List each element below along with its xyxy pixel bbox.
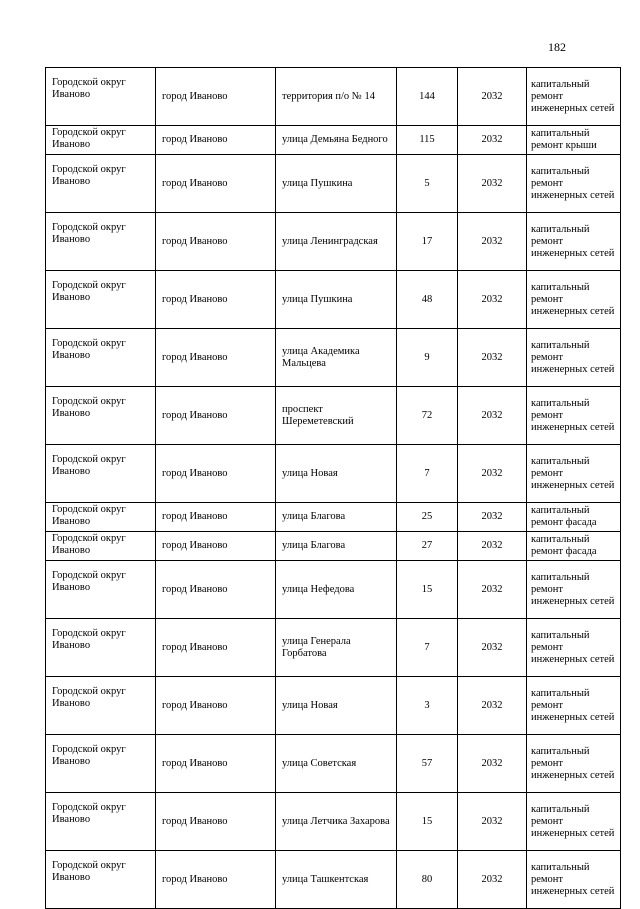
cell-street: проспект Шереметевский bbox=[276, 387, 397, 445]
table-row bbox=[46, 851, 621, 909]
cell-settlement: город Иваново bbox=[156, 561, 276, 619]
cell-municipality: Городской округ Иваново bbox=[46, 619, 156, 677]
table-body bbox=[46, 68, 621, 909]
table-row bbox=[46, 561, 621, 619]
cell-house-number: 25 bbox=[397, 503, 458, 532]
table-row bbox=[46, 619, 621, 677]
cell-work-type: капитальный ремонт инженерных сетей bbox=[527, 445, 621, 503]
cell-municipality: Городской округ Иваново bbox=[46, 213, 156, 271]
cell-settlement: город Иваново bbox=[156, 619, 276, 677]
cell-work-type: капитальный ремонт инженерных сетей bbox=[527, 677, 621, 735]
table-row bbox=[46, 735, 621, 793]
cell-street: территория п/о № 14 bbox=[276, 68, 397, 126]
cell-work-type: капитальный ремонт фасада bbox=[527, 532, 621, 561]
cell-year: 2032 bbox=[458, 619, 527, 677]
cell-settlement: город Иваново bbox=[156, 677, 276, 735]
cell-work-type: капитальный ремонт инженерных сетей bbox=[527, 387, 621, 445]
cell-street: улица Ленинградская bbox=[276, 213, 397, 271]
table-row bbox=[46, 677, 621, 735]
cell-municipality: Городской округ Иваново bbox=[46, 387, 156, 445]
cell-work-type: капитальный ремонт инженерных сетей bbox=[527, 155, 621, 213]
cell-settlement: город Иваново bbox=[156, 735, 276, 793]
cell-municipality: Городской округ Иваново bbox=[46, 677, 156, 735]
cell-work-type: капитальный ремонт инженерных сетей bbox=[527, 213, 621, 271]
cell-house-number: 57 bbox=[397, 735, 458, 793]
cell-municipality: Городской округ Иваново bbox=[46, 126, 156, 155]
cell-work-type: капитальный ремонт инженерных сетей bbox=[527, 851, 621, 909]
cell-settlement: город Иваново bbox=[156, 387, 276, 445]
cell-house-number: 115 bbox=[397, 126, 458, 155]
cell-house-number: 27 bbox=[397, 532, 458, 561]
table-row bbox=[46, 68, 621, 126]
cell-street: улица Демьяна Бедного bbox=[276, 126, 397, 155]
cell-street: улица Пушкина bbox=[276, 271, 397, 329]
cell-municipality: Городской округ Иваново bbox=[46, 68, 156, 126]
cell-house-number: 7 bbox=[397, 445, 458, 503]
cell-settlement: город Иваново bbox=[156, 213, 276, 271]
cell-settlement: город Иваново bbox=[156, 503, 276, 532]
cell-settlement: город Иваново bbox=[156, 68, 276, 126]
cell-work-type: капитальный ремонт инженерных сетей bbox=[527, 271, 621, 329]
cell-street: улица Нефедова bbox=[276, 561, 397, 619]
cell-municipality: Городской округ Иваново bbox=[46, 271, 156, 329]
cell-municipality: Городской округ Иваново bbox=[46, 793, 156, 851]
cell-year: 2032 bbox=[458, 561, 527, 619]
cell-street: улица Ташкентская bbox=[276, 851, 397, 909]
cell-municipality: Городской округ Иваново bbox=[46, 155, 156, 213]
cell-municipality: Городской округ Иваново bbox=[46, 503, 156, 532]
cell-year: 2032 bbox=[458, 329, 527, 387]
cell-year: 2032 bbox=[458, 155, 527, 213]
table-row bbox=[46, 445, 621, 503]
cell-work-type: капитальный ремонт инженерных сетей bbox=[527, 329, 621, 387]
table-row bbox=[46, 213, 621, 271]
cell-house-number: 80 bbox=[397, 851, 458, 909]
cell-settlement: город Иваново bbox=[156, 445, 276, 503]
cell-house-number: 72 bbox=[397, 387, 458, 445]
cell-year: 2032 bbox=[458, 503, 527, 532]
cell-year: 2032 bbox=[458, 677, 527, 735]
cell-street: улица Новая bbox=[276, 445, 397, 503]
cell-year: 2032 bbox=[458, 126, 527, 155]
cell-house-number: 5 bbox=[397, 155, 458, 213]
cell-settlement: город Иваново bbox=[156, 793, 276, 851]
table-row bbox=[46, 155, 621, 213]
table-row bbox=[46, 271, 621, 329]
cell-work-type: капитальный ремонт инженерных сетей bbox=[527, 68, 621, 126]
cell-municipality: Городской округ Иваново bbox=[46, 851, 156, 909]
cell-house-number: 144 bbox=[397, 68, 458, 126]
cell-year: 2032 bbox=[458, 735, 527, 793]
table-row bbox=[46, 126, 621, 155]
cell-municipality: Городской округ Иваново bbox=[46, 445, 156, 503]
cell-settlement: город Иваново bbox=[156, 271, 276, 329]
cell-settlement: город Иваново bbox=[156, 329, 276, 387]
table-row bbox=[46, 503, 621, 532]
cell-year: 2032 bbox=[458, 532, 527, 561]
cell-street: улица Благова bbox=[276, 503, 397, 532]
repair-schedule-table bbox=[45, 67, 621, 909]
cell-house-number: 9 bbox=[397, 329, 458, 387]
table-row bbox=[46, 387, 621, 445]
cell-house-number: 7 bbox=[397, 619, 458, 677]
cell-year: 2032 bbox=[458, 68, 527, 126]
cell-street: улица Советская bbox=[276, 735, 397, 793]
cell-work-type: капитальный ремонт фасада bbox=[527, 503, 621, 532]
cell-municipality: Городской округ Иваново bbox=[46, 735, 156, 793]
cell-year: 2032 bbox=[458, 213, 527, 271]
cell-house-number: 3 bbox=[397, 677, 458, 735]
cell-year: 2032 bbox=[458, 445, 527, 503]
cell-street: улица Академика Мальцева bbox=[276, 329, 397, 387]
cell-settlement: город Иваново bbox=[156, 851, 276, 909]
page-number: 182 bbox=[548, 40, 566, 54]
cell-street: улица Благова bbox=[276, 532, 397, 561]
cell-street: улица Пушкина bbox=[276, 155, 397, 213]
cell-street: улица Новая bbox=[276, 677, 397, 735]
cell-year: 2032 bbox=[458, 851, 527, 909]
cell-house-number: 15 bbox=[397, 561, 458, 619]
cell-house-number: 48 bbox=[397, 271, 458, 329]
cell-year: 2032 bbox=[458, 271, 527, 329]
cell-municipality: Городской округ Иваново bbox=[46, 532, 156, 561]
cell-year: 2032 bbox=[458, 793, 527, 851]
cell-street: улица Летчика Захарова bbox=[276, 793, 397, 851]
cell-street: улица Генерала Горбатова bbox=[276, 619, 397, 677]
table-row bbox=[46, 532, 621, 561]
cell-work-type: капитальный ремонт инженерных сетей bbox=[527, 793, 621, 851]
cell-work-type: капитальный ремонт инженерных сетей bbox=[527, 735, 621, 793]
cell-municipality: Городской округ Иваново bbox=[46, 329, 156, 387]
cell-work-type: капитальный ремонт инженерных сетей bbox=[527, 561, 621, 619]
cell-house-number: 15 bbox=[397, 793, 458, 851]
table-row bbox=[46, 793, 621, 851]
cell-settlement: город Иваново bbox=[156, 155, 276, 213]
cell-municipality: Городской округ Иваново bbox=[46, 561, 156, 619]
cell-house-number: 17 bbox=[397, 213, 458, 271]
cell-settlement: город Иваново bbox=[156, 126, 276, 155]
cell-year: 2032 bbox=[458, 387, 527, 445]
table-row bbox=[46, 329, 621, 387]
cell-work-type: капитальный ремонт крыши bbox=[527, 126, 621, 155]
cell-work-type: капитальный ремонт инженерных сетей bbox=[527, 619, 621, 677]
cell-settlement: город Иваново bbox=[156, 532, 276, 561]
